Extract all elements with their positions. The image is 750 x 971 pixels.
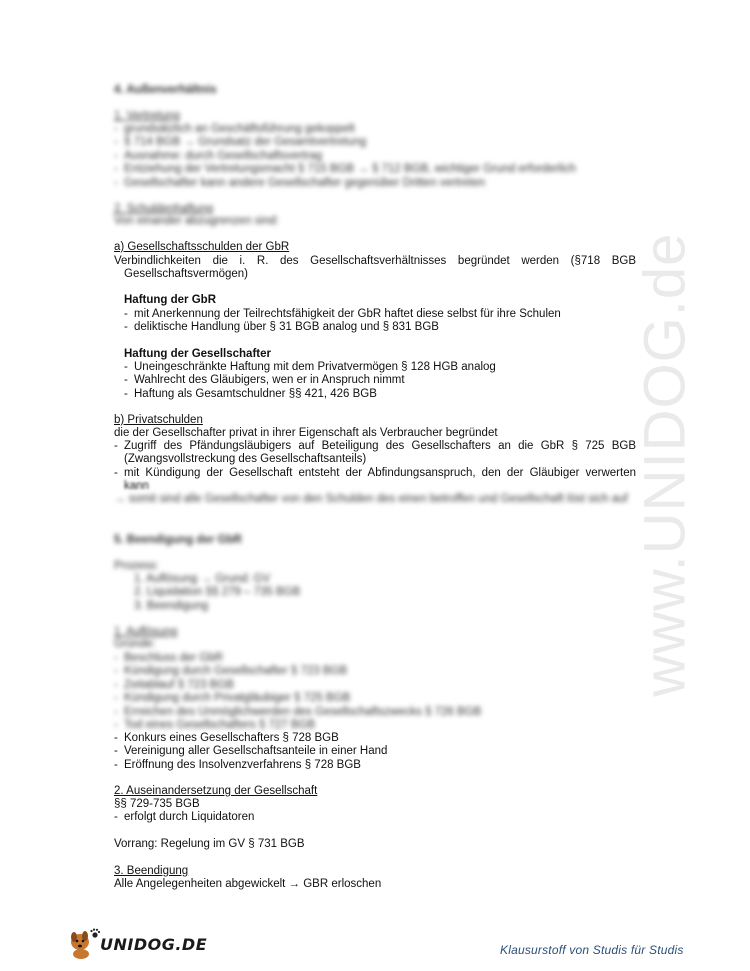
list-item-text: Konkurs eines Gesellschafters § 728 BGB — [124, 732, 339, 744]
list-item: 3. Beendigung — [134, 599, 209, 612]
list-item — [114, 136, 636, 149]
list-item — [114, 719, 636, 732]
prozess-list — [134, 573, 300, 613]
list-item — [114, 811, 636, 824]
auseinandersetzung-list — [114, 811, 636, 824]
aufloesung-blurred-list — [114, 652, 636, 732]
list-item — [114, 467, 636, 494]
list-dash: - — [114, 692, 118, 705]
list-dash: - — [124, 361, 128, 373]
list-item-text: Gesellschafter kann andere Gesellschafter gegenüber Dritten vertreten — [124, 176, 486, 189]
list-item — [114, 163, 636, 176]
vertretung-list — [114, 123, 636, 190]
logo-text: UNIDOG.DE — [100, 935, 208, 954]
list-item-text: Uneingeschränkte Haftung mit dem Privatvermögen § 128 HGB analog — [134, 361, 496, 373]
list-item-text: Entziehung der Vertretungsmacht § 715 BGB → § 712 BGB, wichtiger Grund erforderlich — [124, 163, 576, 176]
vorrang-line: Vorrang: Regelung im GV § 731 BGB — [114, 838, 305, 850]
list-dash: - — [114, 176, 118, 189]
list-item — [124, 321, 636, 334]
list-item — [114, 745, 636, 758]
beendigung-title: 3. Beendigung — [114, 865, 189, 877]
list-dash: - — [114, 123, 118, 135]
list-dash: - — [124, 308, 128, 320]
list-dash: - — [114, 811, 118, 823]
list-item — [114, 150, 636, 163]
list-item-text: Tod eines Gesellschafters § 727 BGB — [124, 719, 316, 732]
list-item — [114, 177, 636, 190]
list-item-text: Eröffnung des Insolvenzverfahrens § 728 BGB — [124, 758, 361, 771]
list-item-text: grundsätzlich an Geschäftsführung gekoppelt — [124, 123, 355, 135]
list-item-text: deliktische Handlung über § 31 BGB analog und § 831 BGB — [134, 321, 439, 334]
list-item-text: Haftung als Gesamtschuldner §§ 421, 426 BGB — [134, 387, 377, 400]
list-item-text: mit Kündigung der Gesellschaft entsteht der Abfindungsanspruch, den der Gläubiger verwerten — [124, 466, 636, 479]
list-item — [124, 374, 636, 387]
list-item-text: Erreichen des Unmöglichwerden des Gesellschaftszwecks § 726 BGB — [124, 705, 482, 718]
list-item-text: § 714 BGB → Grundsatz der Gesamtvertretung — [124, 136, 367, 149]
list-item — [114, 692, 636, 705]
haftung-gbr-list — [124, 308, 636, 335]
list-dash: - — [114, 758, 118, 771]
list-item — [114, 123, 636, 136]
list-dash: - — [114, 745, 118, 758]
list-dash: - — [114, 466, 118, 479]
list-item-text: Kündigung durch Privatgläubiger § 725 BGB — [124, 692, 351, 705]
list-item-text: Wahlrecht des Gläubigers, wen er in Anspruch nimmt — [134, 374, 405, 387]
aufloesung-title: 1. Auflösung — [114, 626, 178, 638]
list-dash: - — [124, 387, 128, 400]
list-dash: - — [114, 163, 118, 176]
list-dash: - — [124, 321, 128, 334]
list-item — [114, 665, 636, 678]
aufloesung-list — [114, 732, 636, 772]
haftung-gesellschafter-list — [124, 361, 636, 401]
list-item — [114, 652, 636, 665]
list-item — [124, 308, 636, 321]
list-dash: - — [114, 678, 118, 691]
section-b-conclusion: → somit sind alle Gesellschafter von den Schulden des einen betroffen und Gesellschaft löst sich auf — [114, 493, 628, 505]
auseinandersetzung-title: 2. Auseinandersetzung der Gesellschaft — [114, 785, 318, 797]
unidog-logo — [66, 926, 208, 960]
list-item-text: Vereinigung aller Gesellschaftsanteile in einer Hand — [124, 745, 388, 758]
schuldenhaftung-title: 2. Schuldenhaftung — [114, 203, 214, 215]
list-item — [114, 759, 636, 772]
list-dash: - — [114, 705, 118, 718]
section-4-heading: 4. Außenverhältnis — [114, 84, 217, 96]
section-a-line2: Gesellschaftsvermögen) — [124, 268, 248, 280]
list-item-text: Ausnahme: durch Gesellschaftsvertrag — [124, 149, 323, 162]
list-dash: - — [114, 665, 118, 678]
list-dash: - — [124, 374, 128, 387]
list-item-text: (Zwangsvollstreckung des Gesellschaftsanteils) — [124, 453, 367, 466]
list-item-text: Beschluss der GbR — [124, 652, 224, 664]
list-item — [114, 679, 636, 692]
list-item-text: Zeitablauf § 723 BGB — [124, 678, 234, 691]
prozess-label: Prozess: — [114, 560, 159, 572]
list-item — [124, 388, 636, 401]
footer-tagline: Klausurstoff von Studis für Studis — [500, 943, 684, 957]
list-dash: - — [114, 652, 118, 664]
vertretung-title: 1. Vertretung — [114, 110, 180, 122]
haftung-gesellschafter-title: Haftung der Gesellschafter — [124, 348, 271, 360]
section-a-line1: Verbindlichkeiten die i. R. des Gesellschaftsverhältnisses begründet werden (§718 BGB — [114, 255, 636, 267]
haftung-gbr-title: Haftung der GbR — [124, 294, 216, 306]
list-item: 1. Auflösung → Grund: GV — [134, 573, 271, 585]
list-item-text: kann — [124, 480, 149, 493]
list-dash: - — [114, 440, 118, 452]
list-dash: - — [114, 149, 118, 162]
auseinandersetzung-paragraph: §§ 729-735 BGB — [114, 798, 200, 810]
list-item — [114, 440, 636, 467]
section-b-title: b) Privatschulden — [114, 414, 203, 426]
list-item-text: Kündigung durch Gesellschafter § 723 BGB — [124, 665, 348, 678]
list-item — [114, 706, 636, 719]
list-dash: - — [114, 732, 118, 744]
aufloesung-subtitle: Gründe: — [114, 638, 156, 650]
list-item: 2. Liquidation §§ 279 – 735 BGB — [134, 586, 301, 599]
watermark-text: www.UNIDOG.de — [632, 232, 698, 698]
list-item-text: mit Anerkennung der Teilrechtsfähigkeit der GbR haftet diese selbst für ihre Schulen — [134, 308, 561, 320]
list-dash: - — [114, 136, 118, 149]
list-item — [124, 361, 636, 374]
list-item-text: Zugriff des Pfändungsläubigers auf Beteiligung des Gesellschafters an die GbR § 725 BGB — [124, 440, 636, 452]
section-a-title: a) Gesellschaftsschulden der GbR — [114, 241, 290, 253]
beendigung-line: Alle Angelegenheiten abgewickelt → GBR erloschen — [114, 878, 382, 890]
section-b-line: die der Gesellschafter privat in ihrer Eigenschaft als Verbraucher begründet — [114, 427, 498, 439]
list-item — [114, 732, 636, 745]
section-b-list — [114, 440, 636, 494]
list-dash: - — [114, 719, 118, 732]
schuldenhaftung-subtitle: Von einander abzugrenzen sind: — [114, 215, 279, 227]
list-item-text: erfolgt durch Liquidatoren — [124, 811, 255, 823]
section-5-heading: 5. Beendigung der GbR — [114, 534, 242, 546]
